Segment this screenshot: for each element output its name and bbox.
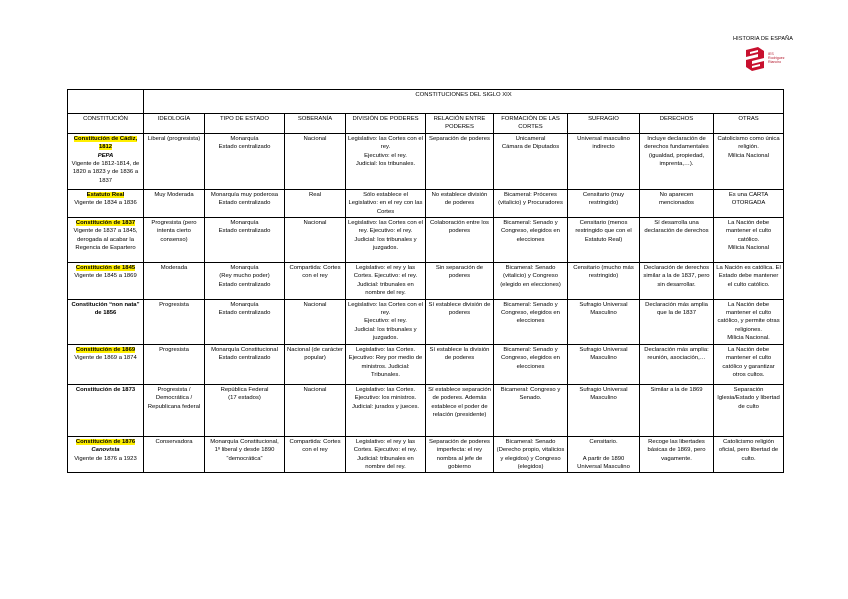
constitution-cell xyxy=(68,189,144,217)
constitution-name: Constitución de 1845 xyxy=(75,265,136,272)
table-cell: Muy Moderada xyxy=(144,189,205,217)
column-header: TIPO DE ESTADO xyxy=(205,114,285,134)
table-cell: Bicameral: Senado y Congreso, elegidos en elecciones xyxy=(494,344,568,384)
column-header: DERECHOS xyxy=(640,114,714,134)
table-cell: Monarquía Constitucional Estado centralizado xyxy=(205,344,285,384)
table-cell: Monarquía (Rey mucho poder) Estado centralizado xyxy=(205,263,285,300)
logo-text: IES Rodríguez Riancho xyxy=(768,52,785,65)
table-row xyxy=(68,384,784,436)
table-cell: Monarquía Constitucional, 1º liberal y desde 1890 “democrática” xyxy=(205,436,285,473)
table-cell: Sufragio Universal Masculino xyxy=(568,384,640,436)
table-cell: Monarquía Estado centralizado xyxy=(205,218,285,263)
table-cell: Legislativo: las Cortes con el rey. Ejecutivo: el rey. Judicial: los tribunales. xyxy=(346,133,426,189)
table-cell: La Nación debe mantener el culto católico. Milicia Nacional xyxy=(714,218,784,263)
table-cell: Es una CARTA OTORGADA xyxy=(714,189,784,217)
table-cell: Colaboración entre los poderes xyxy=(426,218,494,263)
table-cell: Monarquía muy poderosa Estado centralizado xyxy=(205,189,285,217)
table-cell: Nacional xyxy=(285,133,346,189)
title-corner-cell xyxy=(68,90,144,114)
table-cell: Sí desarrolla una declaración de derechos xyxy=(640,218,714,263)
table-row xyxy=(68,436,784,473)
table-cell: Declaración de derechos similar a la de 1837, pero sin desarrollar. xyxy=(640,263,714,300)
table-cell: Progresista xyxy=(144,299,205,344)
constitution-name: Estatuto Real xyxy=(86,191,125,198)
constitution-cell xyxy=(68,384,144,436)
table-cell: Legislativo: las Cortes con el rey. Ejecutivo: el rey. Judicial: los tribunales y juzgados. xyxy=(346,299,426,344)
table-row xyxy=(68,133,784,189)
table-cell: Progresista (pero intenta cierto consenso) xyxy=(144,218,205,263)
table-cell: Sufragio Universal Masculino xyxy=(568,344,640,384)
table-cell: Legislativo: el rey y las Cortes. Ejecutivo: el rey. Judicial: tribunales en nombre del rey. xyxy=(346,263,426,300)
constitution-alias: PEPA xyxy=(97,152,114,159)
table-cell: Monarquía Estado centralizado xyxy=(205,299,285,344)
constitution-validity: Vigente de 1845 a 1869 xyxy=(74,273,137,280)
table-cell: Universal masculino indirecto xyxy=(568,133,640,189)
table-cell: Declaración más amplia: reunión, asociación,… xyxy=(640,344,714,384)
table-cell: Liberal (progresista) xyxy=(144,133,205,189)
table-cell: No aparecen mencionados xyxy=(640,189,714,217)
table-cell: Nacional (de carácter popular) xyxy=(285,344,346,384)
column-header: OTRAS xyxy=(714,114,784,134)
table-cell: Nacional xyxy=(285,384,346,436)
table-cell: Compartida: Cortes con el rey xyxy=(285,436,346,473)
table-cell: Nacional xyxy=(285,299,346,344)
table-cell: Progresista / Democrática / Republicana federal xyxy=(144,384,205,436)
column-header: SOBERANÍA xyxy=(285,114,346,134)
table-cell: La Nación debe mantener el culto católico y garantizar otros cultos. xyxy=(714,344,784,384)
table-cell: Bicameral: Congreso y Senado. xyxy=(494,384,568,436)
column-header: IDEOLOGÍA xyxy=(144,114,205,134)
constitution-validity: Vigente de 1812-1814, de 1820 a 1823 y de 1836 a 1837 xyxy=(71,161,140,184)
constitution-cell xyxy=(68,299,144,344)
constitution-name: Constitución de 1869 xyxy=(75,346,136,353)
table-cell: Declaración más amplia que la de 1837 xyxy=(640,299,714,344)
table-cell: Sin separación de poderes xyxy=(426,263,494,300)
table-cell: La Nación es católica. El Estado debe mantener el culto católico. xyxy=(714,263,784,300)
table-cell: Moderada xyxy=(144,263,205,300)
table-cell: Sí establece división de poderes xyxy=(426,299,494,344)
constitution-validity: Vigente de 1834 a 1836 xyxy=(74,200,137,207)
table-cell: República Federal (17 estados) xyxy=(205,384,285,436)
table-row xyxy=(68,218,784,263)
table-cell: Legislativo: las Cortes. Ejecutivo: Rey por medio de ministros. Judicial: Tribunales. xyxy=(346,344,426,384)
table-row xyxy=(68,189,784,217)
subject-header: HISTORIA DE ESPAÑA xyxy=(733,36,793,42)
constitution-alias: Canovista xyxy=(91,447,120,454)
logo-icon xyxy=(744,46,766,72)
table-cell: Bicameral: Próceres (vitalicio) y Procuradores xyxy=(494,189,568,217)
table-cell: Censitario (menos restringido que con el Estatuto Real) xyxy=(568,218,640,263)
constitution-name: Constitución de 1873 xyxy=(75,386,136,393)
table-cell: Censitario (muy restringido) xyxy=(568,189,640,217)
constitution-name: Constitución “non nata” de 1856 xyxy=(71,301,140,317)
table-cell: Bicameral: Senado y Congreso, elegidos en elecciones xyxy=(494,218,568,263)
table-cell: Sí establece separación de poderes. Además establece el poder de relación (presidente) xyxy=(426,384,494,436)
column-header: FORMACIÓN DE LAS CORTES xyxy=(494,114,568,134)
constitution-validity: Vigente de 1837 a 1845, derogada al acabar la Regencia de Espartero xyxy=(73,228,138,252)
table-cell: Censitario (mucho más restringido) xyxy=(568,263,640,300)
table-cell: Sufragio Universal Masculino xyxy=(568,299,640,344)
table-cell: Legislativo: las Cortes. Ejecutivo: los ministros. Judicial: jurados y jueces. xyxy=(346,384,426,436)
table-row xyxy=(68,344,784,384)
table-cell: No establece división de poderes xyxy=(426,189,494,217)
table-cell: Sí establece la división de poderes xyxy=(426,344,494,384)
table-cell: Separación Iglesia/Estado y libertad de culto xyxy=(714,384,784,436)
constitution-cell xyxy=(68,263,144,300)
constitution-name: Constitución de 1837 xyxy=(75,220,136,227)
column-header: RELACIÓN ENTRE PODERES xyxy=(426,114,494,134)
table-cell: Compartida: Cortes con el rey xyxy=(285,263,346,300)
constitution-cell xyxy=(68,436,144,473)
column-header: DIVISIÓN DE PODERES xyxy=(346,114,426,134)
constitution-cell xyxy=(68,133,144,189)
table-cell: La Nación debe mantener el culto católico, y permite otras religiones. Milicia Nacional. xyxy=(714,299,784,344)
table-cell: Sólo establece el Legislativo: en el rey con las Cortes xyxy=(346,189,426,217)
table-title: CONSTITUCIONES DEL SIGLO XIX xyxy=(144,90,784,114)
table-cell: Progresista xyxy=(144,344,205,384)
table-cell: Separación de poderes xyxy=(426,133,494,189)
school-logo xyxy=(744,46,796,74)
constitution-cell xyxy=(68,218,144,263)
constitution-name: Constitución de 1876 xyxy=(75,438,136,445)
table-cell: Monarquía Estado centralizado xyxy=(205,133,285,189)
constitution-validity: Vigente de 1869 a 1874 xyxy=(74,355,137,362)
table-cell: Separación de poderes imperfecta: el rey nombra al jefe de gobierno xyxy=(426,436,494,473)
table-row xyxy=(68,263,784,300)
table-cell: Catolicismo religión oficial, pero libertad de culto. xyxy=(714,436,784,473)
column-header: CONSTITUCIÓN xyxy=(68,114,144,134)
table-cell: Legislativo: las Cortes con el rey. Ejecutivo: el rey. Judicial: los tribunales y juzgados. xyxy=(346,218,426,263)
table-cell: Catolicismo como única religión. Milicia Nacional xyxy=(714,133,784,189)
table-cell: Real xyxy=(285,189,346,217)
table-cell: Bicameral: Senado y Congreso, elegidos en elecciones xyxy=(494,299,568,344)
table-row xyxy=(68,299,784,344)
table-cell: Bicameral: Senado (vitalicio) y Congreso (elegido en elecciones) xyxy=(494,263,568,300)
table-cell: Conservadora xyxy=(144,436,205,473)
table-cell: Unicameral Cámara de Diputados xyxy=(494,133,568,189)
constitution-cell xyxy=(68,344,144,384)
table-cell: Legislativo: el rey y las Cortes. Ejecutivo: el rey. Judicial: tribunales en nombre del rey. xyxy=(346,436,426,473)
constitution-name: Constitución de Cádiz, 1812 xyxy=(73,135,138,151)
table-cell: Nacional xyxy=(285,218,346,263)
constitution-validity: Vigente de 1876 a 1923 xyxy=(74,455,137,462)
table-cell: Incluye declaración de derechos fundamentales (igualdad, propiedad, imprenta,…). xyxy=(640,133,714,189)
column-header: SUFRAGIO xyxy=(568,114,640,134)
table-cell: Bicameral: Senado (Derecho propio, vitalicios y elegidos) y Congreso (elegidos) xyxy=(494,436,568,473)
table-cell: Censitario. A partir de 1890 Universal Masculino xyxy=(568,436,640,473)
table-cell: Recoge las libertades básicas de 1869, pero vagamente. xyxy=(640,436,714,473)
constitutions-table xyxy=(67,89,784,473)
table-cell: Similar a la de 1869 xyxy=(640,384,714,436)
